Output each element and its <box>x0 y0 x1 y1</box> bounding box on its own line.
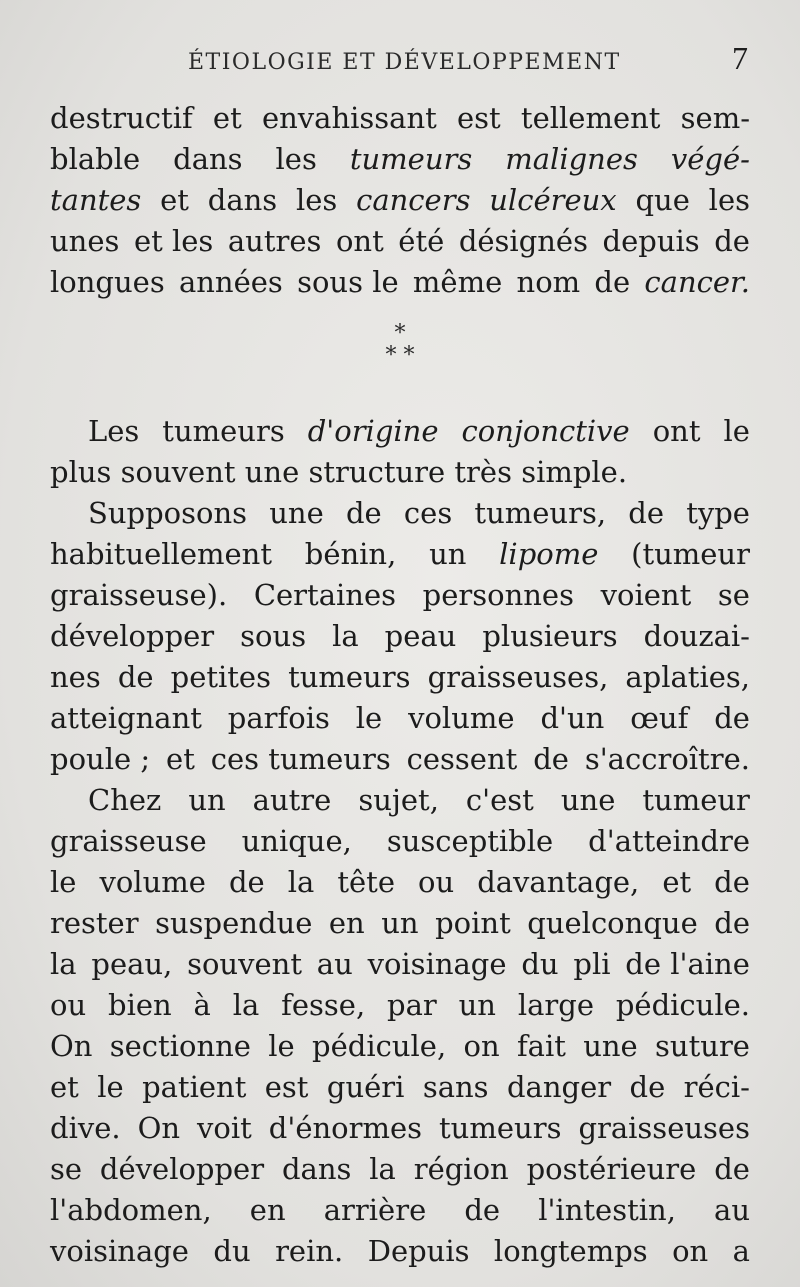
word: le <box>97 1070 124 1104</box>
word: ont <box>652 414 701 448</box>
word: même <box>412 265 503 299</box>
word: réci- <box>683 1070 750 1104</box>
word: développer <box>50 619 215 653</box>
word: point <box>435 906 511 940</box>
text-line <box>50 221 750 262</box>
word: tumeurs <box>288 660 411 694</box>
word: tumeurs, <box>474 496 607 530</box>
word: été <box>398 224 445 258</box>
word: la <box>369 1152 396 1186</box>
word: graisseuses <box>578 1111 750 1145</box>
word: ulcéreux <box>489 183 617 217</box>
word: une <box>560 783 616 817</box>
word: Chez <box>88 783 162 817</box>
word: œuf <box>630 701 689 735</box>
text-line <box>50 862 750 903</box>
word: de <box>628 496 664 530</box>
word: le <box>50 865 77 899</box>
text-line <box>50 180 750 221</box>
word: du <box>213 1234 251 1268</box>
word: sectionne <box>109 1029 251 1063</box>
word: se <box>717 578 750 612</box>
word: un <box>458 988 496 1022</box>
word: peau, <box>91 947 173 981</box>
word: suture <box>655 1029 750 1063</box>
word: l'abdomen, <box>50 1193 212 1227</box>
word: bénin, <box>304 537 397 571</box>
word: est <box>457 101 501 135</box>
text-line <box>50 262 750 303</box>
word: de <box>714 906 750 940</box>
word: de <box>714 224 750 258</box>
word: postérieure <box>526 1152 697 1186</box>
text-line <box>50 739 750 780</box>
word: un <box>429 537 467 571</box>
word: volume <box>99 865 206 899</box>
text-line <box>50 821 750 862</box>
word: très <box>454 455 512 489</box>
word: susceptible <box>386 824 554 858</box>
word: est <box>264 1070 309 1104</box>
word: de <box>228 865 265 899</box>
word: en <box>328 906 365 940</box>
word: personnes <box>422 578 574 612</box>
word: unes <box>50 224 120 258</box>
word: de <box>714 865 750 899</box>
word: sous <box>240 619 307 653</box>
word: danger <box>506 1070 612 1104</box>
word: ces <box>403 496 453 530</box>
word: douzai- <box>643 619 750 653</box>
text-line <box>50 1067 750 1108</box>
word: Les <box>88 414 140 448</box>
word: large <box>517 988 594 1022</box>
word: Supposons <box>88 496 248 530</box>
word: graisseuse <box>50 824 207 858</box>
word: fesse, <box>281 988 366 1022</box>
word: ou <box>50 988 87 1022</box>
word: années <box>178 265 283 299</box>
word: région <box>413 1152 509 1186</box>
page-number: 7 <box>732 40 748 76</box>
word: et les <box>133 224 214 258</box>
running-title: ÉTIOLOGIE ET DÉVELOPPEMENT <box>188 50 621 75</box>
word: conjonctive <box>461 414 630 448</box>
word: de <box>714 701 750 735</box>
word: structure <box>308 455 446 489</box>
word: c'est <box>465 783 534 817</box>
word: atteignant <box>50 701 202 735</box>
word: rester <box>50 906 139 940</box>
word: voisinage <box>50 1234 189 1268</box>
body-text <box>50 98 750 1272</box>
text-line <box>50 944 750 985</box>
word: (tumeur <box>631 537 750 571</box>
word: cancer. <box>644 265 750 299</box>
word: davantage, <box>477 865 640 899</box>
word: végé- <box>670 142 750 176</box>
word: de <box>629 1070 666 1104</box>
word: tellement <box>520 101 661 135</box>
word: quelconque <box>527 906 698 940</box>
word: volume <box>408 701 515 735</box>
word: une <box>583 1029 638 1063</box>
word: fait <box>516 1029 566 1063</box>
word: un <box>381 906 419 940</box>
word: rein. <box>275 1234 344 1268</box>
word: suspendue <box>155 906 313 940</box>
word: sous le <box>297 265 399 299</box>
section-separator <box>50 303 750 411</box>
word: plusieurs <box>482 619 618 653</box>
text-line <box>50 1231 750 1272</box>
word: autre <box>252 783 332 817</box>
word: de <box>464 1193 501 1227</box>
word: sans <box>422 1070 489 1104</box>
text-line <box>50 1149 750 1190</box>
word: et <box>160 183 189 217</box>
word: ont <box>335 224 384 258</box>
word: ces tumeurs <box>210 742 391 776</box>
word: voisinage <box>367 947 507 981</box>
word: dans <box>281 1152 352 1186</box>
word: se <box>50 1152 83 1186</box>
word: malignes <box>505 142 638 176</box>
word: en <box>249 1193 286 1227</box>
word: habituellement <box>50 537 273 571</box>
word: désignés <box>458 224 588 258</box>
word: d'un <box>540 701 605 735</box>
word: simple. <box>521 455 628 489</box>
word: de <box>117 660 154 694</box>
text-line <box>50 657 750 698</box>
text-line <box>50 534 750 575</box>
word: arrière <box>323 1193 427 1227</box>
word: au <box>714 1193 750 1227</box>
text-line <box>50 1026 750 1067</box>
word: on <box>463 1029 500 1063</box>
word: et <box>662 865 692 899</box>
word: une <box>269 496 324 530</box>
word: patient <box>142 1070 247 1104</box>
word: un <box>188 783 226 817</box>
word: envahissant <box>261 101 437 135</box>
word: d'énormes <box>268 1111 423 1145</box>
word: lipome <box>499 537 599 571</box>
word: l'intestin, <box>538 1193 676 1227</box>
text-line <box>50 780 750 821</box>
text-line <box>50 616 750 657</box>
word: dans <box>207 183 278 217</box>
text-line <box>50 98 750 139</box>
word: de l'aine <box>625 947 750 981</box>
word: peau <box>384 619 457 653</box>
word: sujet, <box>358 783 439 817</box>
word: la <box>50 947 77 981</box>
word: unique, <box>241 824 352 858</box>
word: voient <box>600 578 692 612</box>
word: de <box>714 1152 750 1186</box>
word: dive. <box>50 1111 121 1145</box>
word: souvent <box>187 947 302 981</box>
word: cessent <box>406 742 518 776</box>
word: sem- <box>680 101 750 135</box>
word: petites <box>170 660 271 694</box>
word: poule ; <box>50 742 151 776</box>
word: une <box>244 455 300 489</box>
word: graisseuses, <box>427 660 609 694</box>
word: nom <box>516 265 581 299</box>
text-line <box>50 411 750 452</box>
text-line <box>50 985 750 1026</box>
word: ou <box>418 865 455 899</box>
word: tête <box>337 865 395 899</box>
word: d'origine <box>307 414 439 448</box>
page-header <box>0 40 800 80</box>
word: du <box>521 947 559 981</box>
word: depuis <box>602 224 700 258</box>
word: au <box>316 947 353 981</box>
word: à <box>193 988 211 1022</box>
word: de <box>594 265 631 299</box>
word: dans <box>173 142 243 176</box>
word: On <box>137 1111 181 1145</box>
word: par <box>387 988 437 1022</box>
word: et <box>166 742 195 776</box>
word: le <box>355 701 383 735</box>
word: de <box>533 742 569 776</box>
word: et <box>50 1070 79 1104</box>
word: Depuis <box>367 1234 470 1268</box>
text-line <box>50 1108 750 1149</box>
text-line <box>50 1190 750 1231</box>
text-line <box>50 903 750 944</box>
word: voit <box>197 1111 252 1145</box>
word: les <box>275 142 317 176</box>
word: nes <box>50 660 101 694</box>
word: la <box>332 619 359 653</box>
word: tantes <box>50 183 142 217</box>
word: développer <box>99 1152 265 1186</box>
word: pédicule. <box>615 988 750 1022</box>
word: a <box>732 1234 750 1268</box>
word: longtemps <box>493 1234 648 1268</box>
word: cancers <box>356 183 471 217</box>
word: On <box>50 1029 93 1063</box>
word: tumeur <box>642 783 750 817</box>
word: le <box>723 414 750 448</box>
word: bien <box>108 988 172 1022</box>
word: type <box>686 496 750 530</box>
word: longues <box>50 265 165 299</box>
text-line <box>50 139 750 180</box>
word: pli <box>573 947 611 981</box>
word: destructif <box>50 101 193 135</box>
word: pédicule, <box>312 1029 447 1063</box>
word: guéri <box>326 1070 405 1104</box>
word: de <box>345 496 382 530</box>
word: Certaines <box>253 578 396 612</box>
word: et <box>212 101 242 135</box>
asterism: * * * <box>385 321 415 368</box>
word: blable <box>50 142 141 176</box>
word: tumeurs <box>439 1111 562 1145</box>
word: les <box>295 183 338 217</box>
word: plus <box>50 455 112 489</box>
word: tumeurs <box>349 142 473 176</box>
word: s'accroître. <box>584 742 750 776</box>
word: souvent <box>120 455 236 489</box>
word: tumeurs <box>162 414 285 448</box>
text-line <box>50 575 750 616</box>
text-line <box>50 452 750 493</box>
word: autres <box>227 224 322 258</box>
word: on <box>672 1234 709 1268</box>
text-line <box>50 493 750 534</box>
word: la <box>232 988 260 1022</box>
word: le <box>268 1029 295 1063</box>
word: d'atteindre <box>588 824 750 858</box>
word: graisseuse). <box>50 578 228 612</box>
word: que <box>635 183 690 217</box>
word: aplaties, <box>625 660 750 694</box>
word: la <box>287 865 315 899</box>
word: les <box>708 183 750 217</box>
text-line <box>50 698 750 739</box>
word: parfois <box>227 701 330 735</box>
